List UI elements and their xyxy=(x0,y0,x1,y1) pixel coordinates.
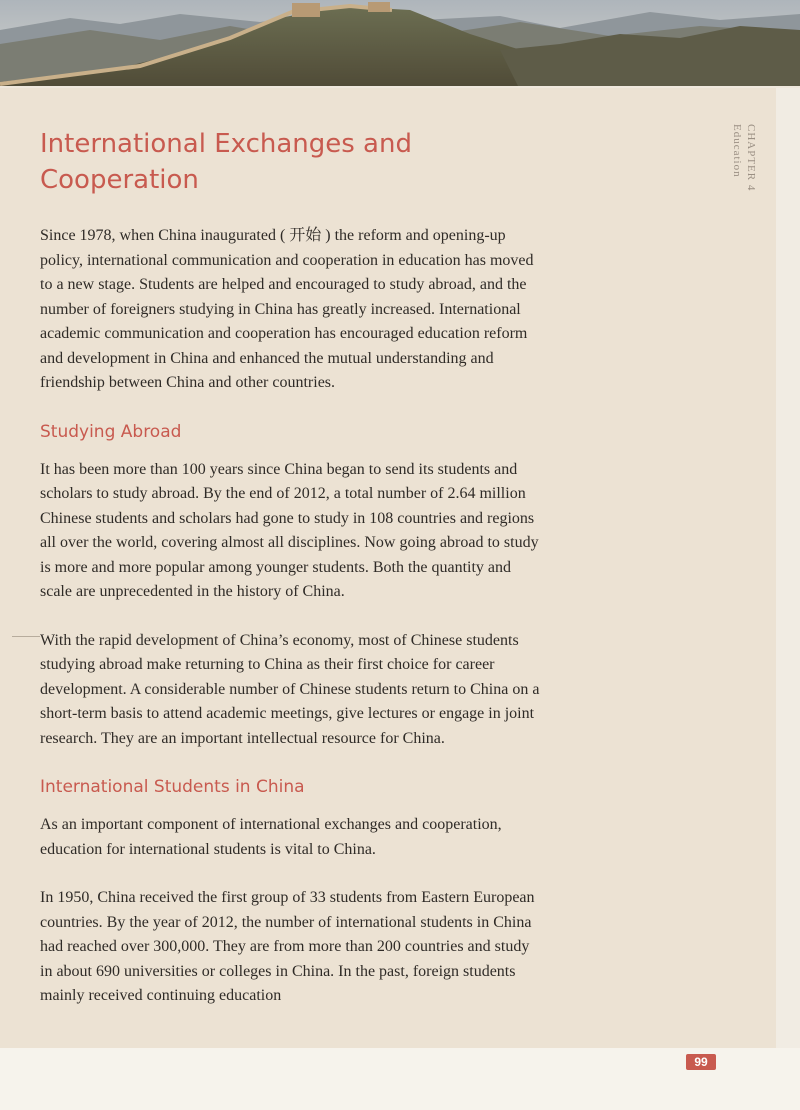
page-margin-strip xyxy=(776,88,800,1048)
page-title: International Exchanges and Cooperation xyxy=(40,129,412,195)
divider xyxy=(12,636,40,637)
chapter-tab xyxy=(730,124,764,234)
studying-abroad-paragraph-1: It has been more than 100 years since China began to send its students and scholars to study abroad. By the end of 2012, a total number of 2.64 million Chinese students and scholars had gone to study in 108 countries and regions all over the world, covering almost all disciplines. Now going abroad to study is more and more popular among younger students. Both the quantity and scale are unprecedented in the history of China. xyxy=(40,460,539,600)
international-students-paragraph-1: As an important component of international exchanges and cooperation, education for international students is vital to China. xyxy=(40,816,502,858)
chapter-subject: Education xyxy=(731,124,743,178)
section-heading-international-students: International Students in China xyxy=(40,777,305,797)
section-heading-studying-abroad: Studying Abroad xyxy=(40,421,182,442)
studying-abroad-paragraph-2: With the rapid development of China’s economy, most of Chinese students studying abroad make returning to China as their first choice for career development. A considerable number of Chinese students return to China on a short-term basis to attend academic meetings, give lectures or engage in joint research. They are an important intellectual resource for China. xyxy=(40,631,540,747)
intro-paragraph: Since 1978, when China inaugurated ( 开始 ) the reform and opening-up policy, international communication and cooperation in education has moved to a new stage. Students are helped and encouraged to study abroad, and the number of foreigners studying in China has greatly increased. International academic communication and cooperation has encouraged education reform and development in China and enhanced the mutual understanding and friendship between China and other countries. xyxy=(40,227,534,391)
page-number-badge: 99 xyxy=(686,1054,716,1070)
great-wall-banner-image xyxy=(0,0,800,90)
chapter-label: CHAPTER 4 xyxy=(745,124,757,192)
international-students-paragraph-2: In 1950, China received the first group of 33 students from Eastern European countries. By the year of 2012, the number of international students in China had reached over 300,000. They are from more than 200 countries and study in about 690 universities or colleges in China. In the past, foreign students mainly received continuing education xyxy=(40,889,535,1004)
chapter-label-block xyxy=(730,124,758,191)
article-content xyxy=(40,126,540,1033)
